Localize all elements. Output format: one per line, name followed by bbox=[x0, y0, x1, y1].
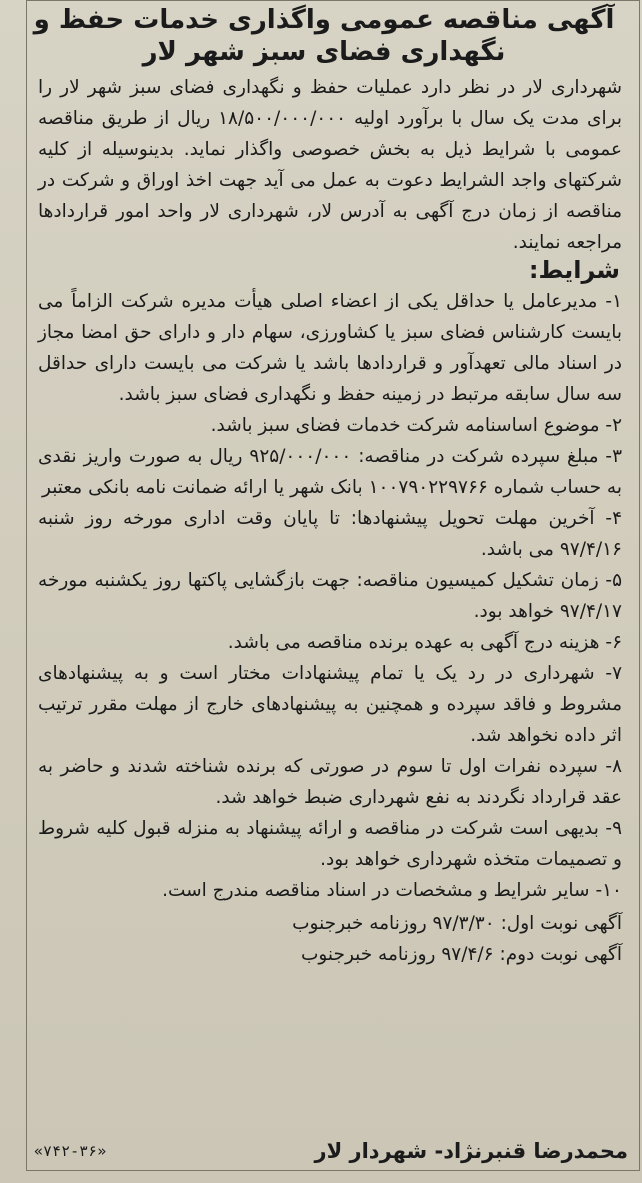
title-line-2: نگهداری فضای سبز شهر لار bbox=[142, 37, 506, 67]
condition-item: ۱- مدیرعامل یا حداقل یکی از اعضاء اصلی هیأت مدیره شرکت الزاماً می بایست کارشناس فضای سبز یا کشاورزی، سهام دار و دارای حق امضا مجاز در اسناد مالی تعهدآور و قراردادها باشد یا شرکت می بایست دارای حداقل سه سال سابقه مرتبط در زمینه حفظ و نگهداری فضای سبز باشد. bbox=[38, 291, 622, 405]
conditions-list bbox=[38, 286, 622, 906]
reference-number: «۷۴۲-۳۶» bbox=[34, 1142, 107, 1160]
intro-paragraph: شهرداری لار در نظر دارد عملیات حفظ و نگهداری فضای سبز شهر لار را برای مدت یک سال با برآورد اولیه ۱۸/۵۰۰/۰۰۰/۰۰۰ ریال از طریق مناقصه عمومی با شرایط ذیل به بخش خصوصی واگذار نماید. بدینوسیله از کلیه شرکتهای واجد الشرایط دعوت به عمل می آید جهت اخذ اوراق و شرکت در مناقصه از زمان درج آگهی به آدرس لار، شهرداری لار واحد امور قراردادها مراجعه نمایند. bbox=[38, 77, 623, 253]
publication-notices bbox=[38, 908, 622, 970]
title-line-1: آگهی مناقصه عمومی واگذاری خدمات حفظ و bbox=[33, 5, 615, 35]
condition-item: ۵- زمان تشکیل کمیسیون مناقصه: جهت بازگشایی پاکتها روز یکشنبه مورخه ۹۷/۴/۱۷ خواهد بود. bbox=[38, 570, 622, 622]
ad-title bbox=[32, 4, 616, 68]
condition-item: ۲- موضوع اساسنامه شرکت خدمات فضای سبز باشد. bbox=[210, 415, 622, 436]
condition-item: ۷- شهرداری در رد یک یا تمام پیشنهادات مختار است و به پیشنهادهای مشروط و فاقد سپرده و همچنین به پیشنهادهای خارج از مهلت مقرر ترتیب اثر داده نخواهد شد. bbox=[38, 663, 622, 746]
condition-item: ۸- سپرده نفرات اول تا سوم در صورتی که برنده شناخته شدند و حاضر به عقد قرارداد نگردند به نفع شهرداری ضبط خواهد شد. bbox=[38, 756, 622, 808]
condition-item: ۴- آخرین مهلت تحویل پیشنهادها: تا پایان وقت اداری مورخه روز شنبه ۹۷/۴/۱۶ می باشد. bbox=[38, 508, 622, 560]
condition-item: ۱۰- سایر شرایط و مشخصات در اسناد مناقصه مندرج است. bbox=[162, 880, 622, 901]
conditions-heading: شرایط: bbox=[528, 256, 620, 284]
ad-footer bbox=[34, 1137, 628, 1165]
condition-item: ۶- هزینه درج آگهی به عهده برنده مناقصه می باشد. bbox=[227, 632, 622, 653]
notice-second: آگهی نوبت دوم: ۹۷/۴/۶ روزنامه خبرجنوب bbox=[300, 944, 622, 965]
signature: محمدرضا قنبرنژاد- شهردار لار bbox=[314, 1139, 628, 1163]
condition-item: ۳- مبلغ سپرده شرکت در مناقصه: ۹۲۵/۰۰۰/۰۰۰ ریال به صورت واریز نقدی به حساب شماره ۱۰۰۷۹۰۲۲۹۷۶۶ بانک شهر یا ارائه ضمانت نامه بانکی معتبر bbox=[38, 446, 622, 498]
notice-first: آگهی نوبت اول: ۹۷/۳/۳۰ روزنامه خبرجنوب bbox=[292, 913, 622, 934]
condition-item: ۹- بدیهی است شرکت در مناقصه و ارائه پیشنهاد به منزله قبول کلیه شروط و تصمیمات متخذه شهرداری خواهد بود. bbox=[38, 818, 622, 870]
